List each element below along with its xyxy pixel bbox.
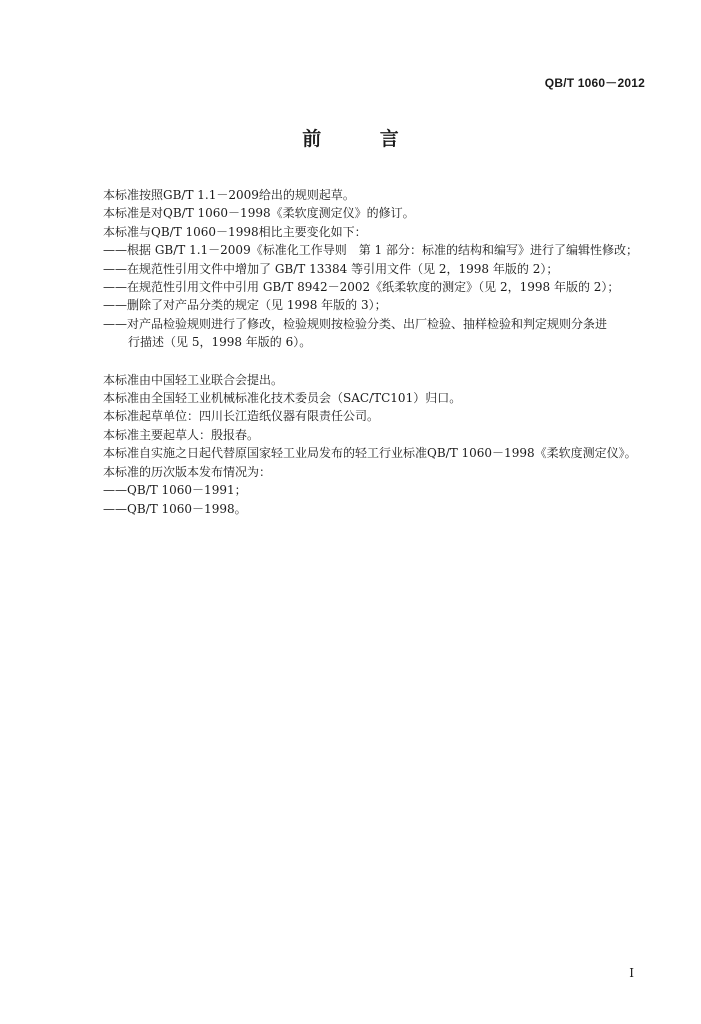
standard-code: QB/T 1060－2012 [544,76,645,90]
page-number: I [629,966,634,980]
foreword-body [103,186,651,518]
paragraph-line: 本标准由中国轻工业联合会提出。 [103,372,284,387]
paragraph-line: 本标准的历次版本发布情况为： [103,464,272,479]
list-item: ——在规范性引用文件中增加了 GB/T 13384 等引用文件（见 2，1998 年版的 2）； [103,261,559,276]
paragraph-line: 本标准由全国轻工业机械标准化技术委员会（SAC/TC101）归口。 [103,391,462,406]
paragraph-line: 本标准与QB/T 1060－1998相比主要变化如下： [103,224,367,239]
paragraph-line: 本标准起草单位：四川长江造纸仪器有限责任公司。 [103,409,380,424]
page-title: 前 言 [302,128,425,150]
paragraph-gap [103,352,651,371]
list-item: ——在规范性引用文件中引用 GB/T 8942－2002《纸柔软度的测定》（见 2，1998 年版的 2）； [103,280,620,295]
list-item: ——对产品检验规则进行了修改，检验规则按检验分类、出厂检验、抽样检验和判定规则分条进 [103,316,608,331]
list-item: ——QB/T 1060－1991； [103,483,247,498]
list-item-continuation: 行描述（见 5，1998 年版的 6）。 [128,335,312,350]
paragraph-line: 本标准自实施之日起代替原国家轻工业局发布的轻工行业标准QB/T 1060－1998《柔软度测定仪》。 [103,446,637,461]
paragraph-line: 本标准主要起草人：殷报春。 [103,427,260,442]
list-item: ——删除了对产品分类的规定（见 1998 年版的 3）； [103,298,387,313]
paragraph-line: 本标准是对QB/T 1060－1998《柔软度测定仪》的修订。 [103,206,415,221]
list-item: ——QB/T 1060－1998。 [103,501,247,516]
list-item: ——根据 GB/T 1.1－2009《标准化工作导则 第 1 部分：标准的结构和编写》进行了编辑性修改； [103,243,638,258]
paragraph-line: 本标准按照GB/T 1.1－2009给出的规则起草。 [103,188,355,202]
